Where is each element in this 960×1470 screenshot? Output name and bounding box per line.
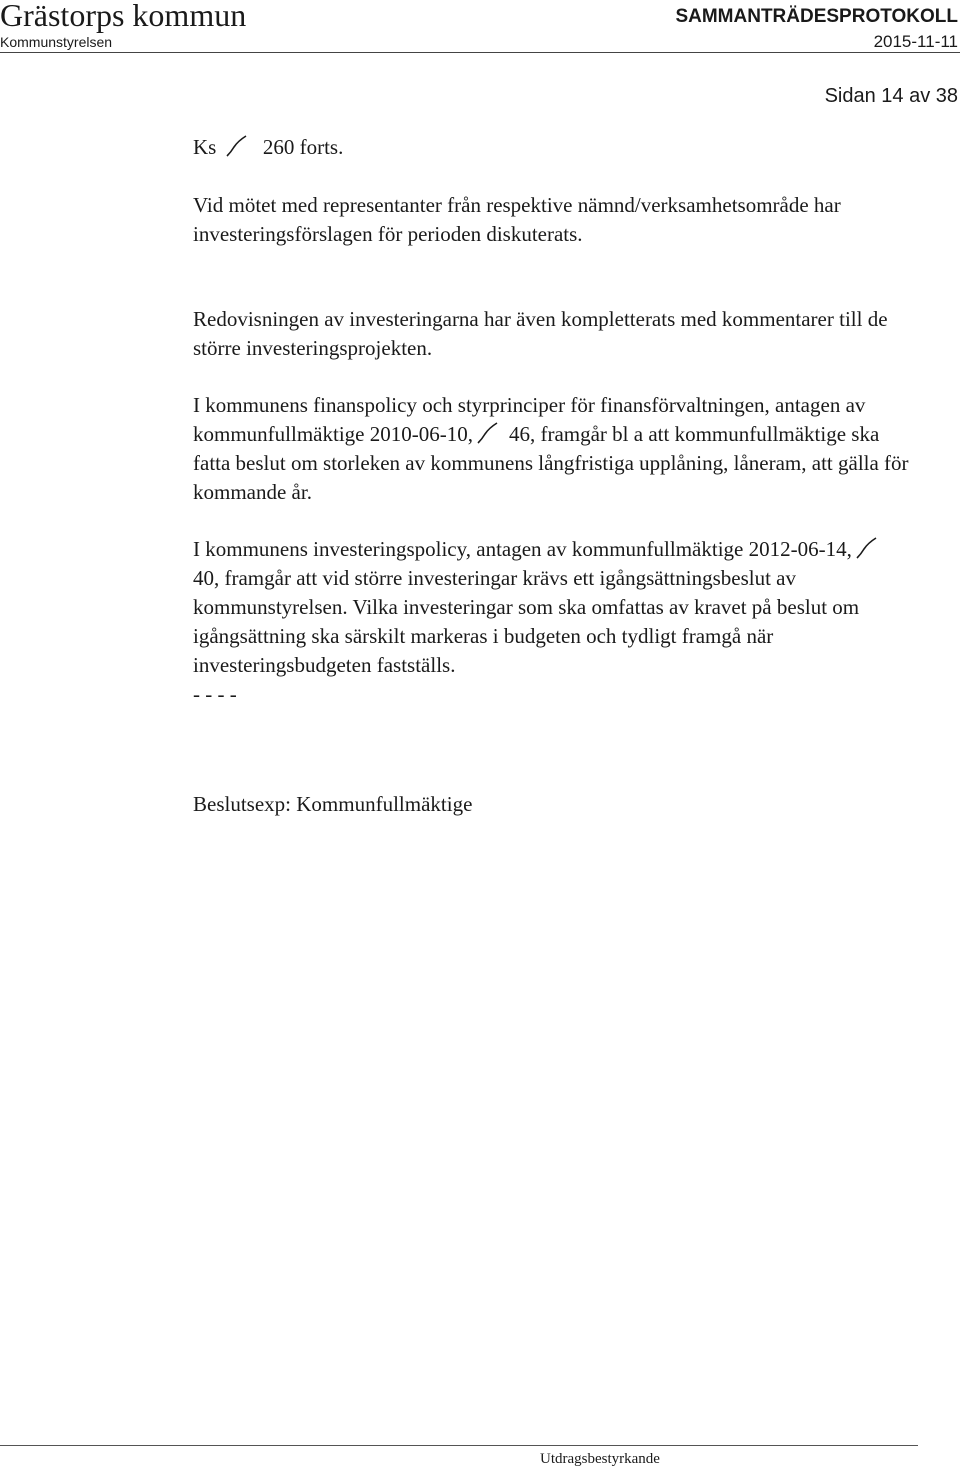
paragraph-3-text-a: I kommunens finanspolicy och styrprinciper för finansförvaltningen, antagen av kommunfullmäktige 2010-06-10,: [193, 393, 866, 446]
paragraph-4-text-b: 40, framgår att vid större investeringar krävs ett igångsättningsbeslut av kommunstyrelsen. Vilka investeringar som ska omfattas av kravet på beslut om igångsättning ska särskilt markeras i budgeten och tydligt framgå när investeringsbudgeten fastställs.: [193, 566, 860, 677]
reference-prefix: Ks: [193, 135, 217, 159]
section-sign-icon: [854, 537, 882, 559]
section-sign-icon: [475, 422, 503, 444]
document-type: SAMMANTRÄDESPROTOKOLL: [675, 6, 958, 27]
paragraph-2: [193, 305, 913, 363]
paragraph-2-text: Redovisningen av investeringarna har även kompletterats med kommentarer till de större investeringsprojekten.: [193, 307, 888, 360]
section-reference: [193, 133, 913, 162]
certification-label: Utdragsbestyrkande: [540, 1451, 660, 1467]
department-name: Kommunstyrelsen: [0, 34, 113, 50]
paragraph-1-text: Vid mötet med representanter från respektive nämnd/verksamhetsområde har investeringsförslagen för perioden diskuterats.: [193, 193, 841, 246]
paragraph-4: [193, 535, 913, 709]
decision-distribution: [193, 790, 913, 819]
page-number: Sidan 14 av 38: [824, 85, 958, 107]
meeting-date: 2015-11-11: [873, 32, 958, 51]
paragraph-4-text-a: I kommunens investeringspolicy, antagen av kommunfullmäktige 2012-06-14,: [193, 537, 852, 561]
paragraph-3: [193, 391, 913, 507]
section-sign-icon: [224, 135, 252, 157]
paragraph-3-text-b: 46, framgår bl a att kommunfullmäktige ska fatta beslut om storleken av kommunens långfristiga upplåning, låneram, att gälla för kommande år.: [193, 422, 909, 504]
reference-text: 260 forts.: [262, 135, 344, 159]
municipality-name: Grästorps kommun: [0, 0, 247, 33]
paragraph-1: [193, 191, 913, 249]
footer-signature-line: [0, 1445, 918, 1446]
end-dashes: - - - -: [193, 682, 237, 706]
header-divider: [0, 52, 960, 53]
decision-distribution-text: Beslutsexp: Kommunfullmäktige: [193, 792, 473, 816]
